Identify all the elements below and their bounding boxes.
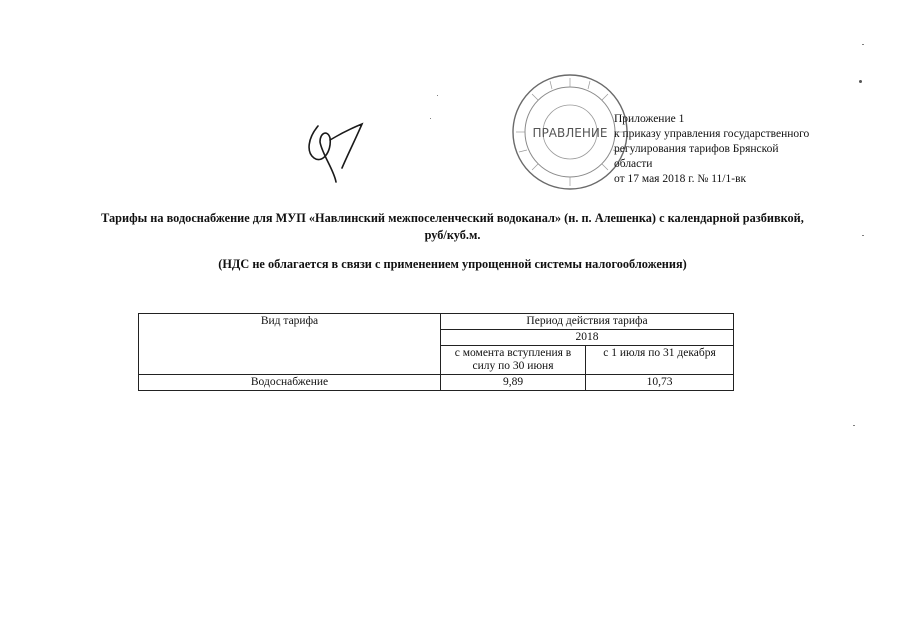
header-period: Период действия тарифа bbox=[441, 314, 734, 330]
appendix-line: к приказу управления государственного bbox=[614, 128, 810, 140]
row-tariff-name: Водоснабжение bbox=[139, 375, 441, 391]
appendix-line: области bbox=[614, 158, 653, 170]
scan-speck bbox=[862, 44, 864, 45]
header-period-1: с момента вступления в силу по 30 июня bbox=[441, 346, 586, 375]
title-unit-line: руб/куб.м. bbox=[424, 228, 481, 242]
document-subtitle: (НДС не облагается в связи с применением упрощенной системы налогообложения) bbox=[218, 257, 687, 271]
appendix-block bbox=[614, 112, 854, 187]
scan-speck bbox=[430, 118, 431, 119]
scan-speck bbox=[853, 425, 855, 426]
signature-image bbox=[300, 118, 370, 186]
document-title bbox=[60, 210, 845, 244]
stamp-center-text: ПРАВЛЕНИЕ bbox=[532, 126, 608, 140]
title-line: Тарифы на водоснабжение для МУП «Навлинский межпоселенческий водоканал» (н. п. Алешенка) с календарной разбивкой, bbox=[101, 211, 804, 225]
appendix-line: регулирования тарифов Брянской bbox=[614, 143, 779, 155]
scan-speck bbox=[862, 235, 864, 236]
header-tariff-type: Вид тарифа bbox=[139, 314, 441, 375]
row-value-1: 9,89 bbox=[441, 375, 586, 391]
scan-speck bbox=[437, 95, 438, 96]
scan-speck bbox=[859, 80, 862, 83]
header-year: 2018 bbox=[441, 330, 734, 346]
appendix-date-line: от 17 мая 2018 г. № 11/1-вк bbox=[614, 173, 747, 185]
header-period-2: с 1 июля по 31 декабря bbox=[586, 346, 734, 375]
table-row bbox=[139, 375, 734, 391]
row-value-2: 10,73 bbox=[586, 375, 734, 391]
appendix-line: Приложение 1 bbox=[614, 113, 685, 125]
table-header-row bbox=[139, 314, 734, 330]
tariff-table bbox=[138, 313, 734, 391]
